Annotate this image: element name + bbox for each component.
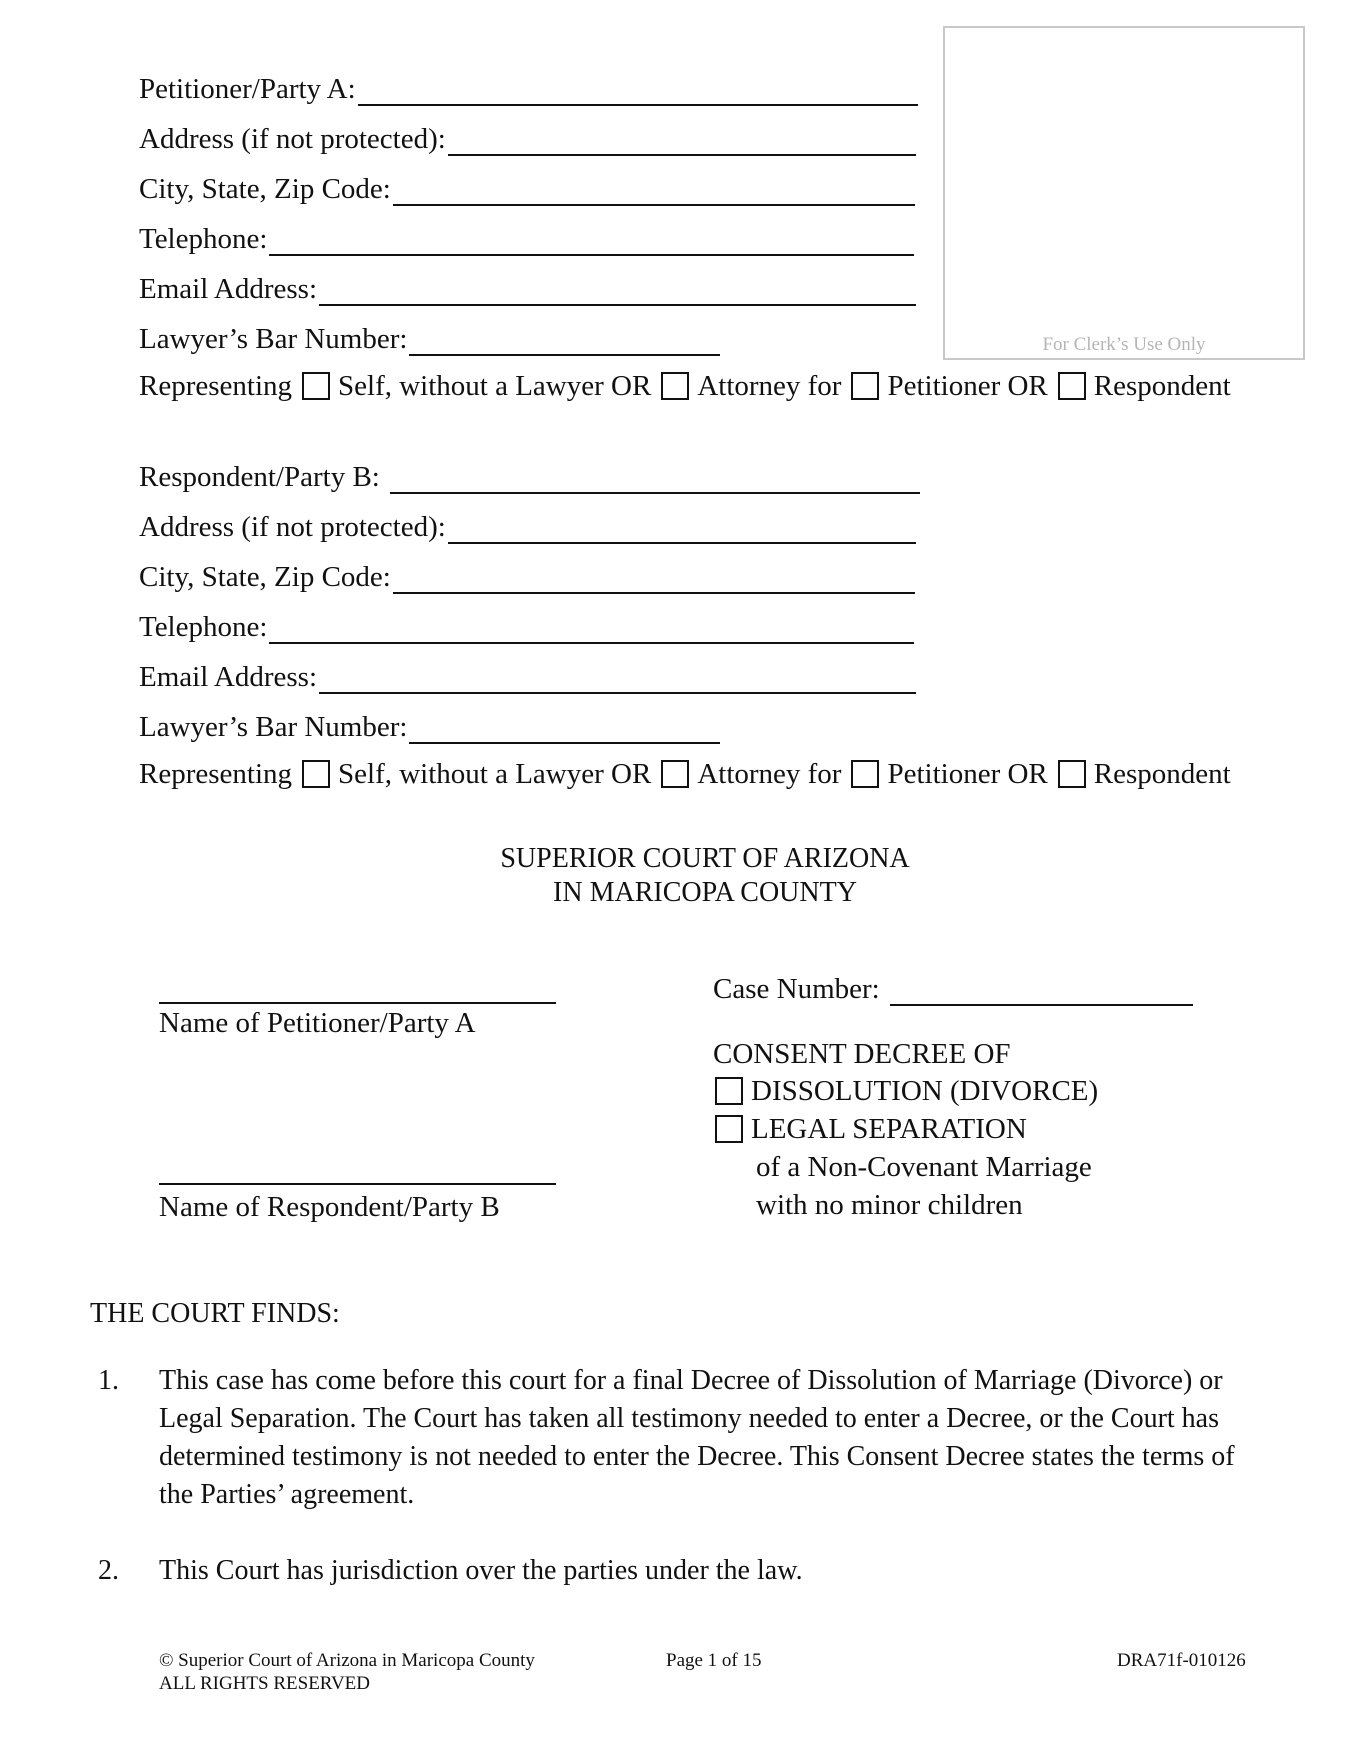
party-b-petitioner-checkbox[interactable] xyxy=(851,760,879,788)
party-a-city-label: City, State, Zip Code: xyxy=(139,173,391,205)
party-a-petitioner-label: Petitioner OR xyxy=(887,369,1048,402)
case-number-field[interactable] xyxy=(890,978,1193,1006)
dissolution-label: DISSOLUTION (DIVORCE) xyxy=(751,1074,1099,1107)
separation-option-row xyxy=(713,1111,1027,1147)
petitioner-name-label: Name of Petitioner/Party A xyxy=(159,1007,476,1039)
finding-1-line: the Parties’ agreement. xyxy=(159,1479,415,1510)
dissolution-option-row xyxy=(713,1073,1098,1109)
party-b-email-field[interactable] xyxy=(319,666,916,694)
decree-title: CONSENT DECREE OF xyxy=(713,1038,1011,1070)
finding-1-line: This case has come before this court for a final Decree of Dissolution of Marriage (Divorce) or xyxy=(159,1365,1223,1396)
party-b-address-label: Address (if not protected): xyxy=(139,511,446,543)
party-a-telephone-row xyxy=(139,220,914,256)
party-a-telephone-field[interactable] xyxy=(269,228,914,256)
party-b-city-label: City, State, Zip Code: xyxy=(139,561,391,593)
party-b-respondent-label: Respondent xyxy=(1093,757,1231,790)
case-number-label: Case Number: xyxy=(713,973,880,1005)
party-a-city-field[interactable] xyxy=(393,178,915,206)
party-a-email-row xyxy=(139,270,916,306)
party-a-self-label: Self, without a Lawyer OR xyxy=(338,369,652,402)
party-b-attorney-checkbox[interactable] xyxy=(661,760,689,788)
party-b-address-field[interactable] xyxy=(448,516,916,544)
footer-page-number: Page 1 of 15 xyxy=(666,1650,762,1671)
findings-heading: THE COURT FINDS: xyxy=(90,1298,340,1329)
finding-2-text xyxy=(159,1552,803,1590)
party-a-representing-row xyxy=(139,368,1231,404)
finding-1-number: 1. xyxy=(98,1365,119,1396)
party-a-respondent-checkbox[interactable] xyxy=(1058,372,1086,400)
party-b-telephone-row xyxy=(139,608,914,644)
footer-copyright-line1: © Superior Court of Arizona in Maricopa County xyxy=(159,1650,535,1671)
party-a-attorney-label: Attorney for xyxy=(697,369,842,402)
finding-1-line: Legal Separation. The Court has taken all testimony needed to enter a Decree, or the Court has xyxy=(159,1403,1220,1434)
party-a-name-row xyxy=(139,70,918,106)
party-b-representing-row xyxy=(139,756,1231,792)
party-b-address-row xyxy=(139,508,916,544)
finding-1-text xyxy=(159,1362,1235,1514)
party-b-name-label: Respondent/Party B: xyxy=(139,461,380,493)
party-a-bar-label: Lawyer’s Bar Number: xyxy=(139,323,408,355)
party-a-self-checkbox[interactable] xyxy=(302,372,330,400)
court-name-line1: SUPERIOR COURT OF ARIZONA xyxy=(500,843,910,874)
clerk-use-box xyxy=(943,26,1305,360)
petitioner-name-line[interactable] xyxy=(159,1002,556,1004)
party-a-name-label: Petitioner/Party A: xyxy=(139,73,356,105)
respondent-name-label: Name of Respondent/Party B xyxy=(159,1191,500,1223)
party-b-bar-row xyxy=(139,708,720,744)
party-a-respondent-label: Respondent xyxy=(1093,369,1231,402)
court-name-line2: IN MARICOPA COUNTY xyxy=(553,877,857,908)
party-b-petitioner-label: Petitioner OR xyxy=(887,757,1048,790)
party-b-representing-label: Representing xyxy=(139,757,293,790)
party-b-name-row xyxy=(139,458,920,494)
party-b-bar-field[interactable] xyxy=(409,716,720,744)
party-a-address-row xyxy=(139,120,916,156)
footer-copyright-line2: ALL RIGHTS RESERVED xyxy=(159,1673,370,1694)
party-a-address-label: Address (if not protected): xyxy=(139,123,446,155)
party-b-respondent-checkbox[interactable] xyxy=(1058,760,1086,788)
finding-2-line: This Court has jurisdiction over the parties under the law. xyxy=(159,1555,803,1586)
finding-2-number: 2. xyxy=(98,1555,119,1586)
clerk-use-label: For Clerk’s Use Only xyxy=(1042,334,1206,355)
footer-copyright xyxy=(159,1649,535,1695)
party-a-petitioner-checkbox[interactable] xyxy=(851,372,879,400)
party-b-self-label: Self, without a Lawyer OR xyxy=(338,757,652,790)
separation-label: LEGAL SEPARATION xyxy=(751,1112,1027,1145)
decree-subtitle1: of a Non-Covenant Marriage xyxy=(756,1151,1092,1183)
party-a-telephone-label: Telephone: xyxy=(139,223,268,255)
finding-1-line: determined testimony is not needed to enter the Decree. This Consent Decree states the terms of xyxy=(159,1441,1235,1472)
party-b-email-row xyxy=(139,658,916,694)
party-b-attorney-label: Attorney for xyxy=(697,757,842,790)
party-b-email-label: Email Address: xyxy=(139,661,318,693)
party-b-telephone-field[interactable] xyxy=(269,616,914,644)
party-b-city-row xyxy=(139,558,915,594)
party-a-email-field[interactable] xyxy=(319,278,916,306)
party-b-city-field[interactable] xyxy=(393,566,915,594)
party-a-name-field[interactable] xyxy=(358,78,918,106)
party-a-bar-row xyxy=(139,320,720,356)
case-number-row xyxy=(713,970,1193,1006)
separation-checkbox[interactable] xyxy=(715,1115,743,1143)
party-a-representing-label: Representing xyxy=(139,369,293,402)
party-a-email-label: Email Address: xyxy=(139,273,318,305)
party-b-name-field[interactable] xyxy=(390,466,920,494)
party-b-bar-label: Lawyer’s Bar Number: xyxy=(139,711,408,743)
dissolution-checkbox[interactable] xyxy=(715,1077,743,1105)
party-b-telephone-label: Telephone: xyxy=(139,611,268,643)
party-a-address-field[interactable] xyxy=(448,128,916,156)
party-a-bar-field[interactable] xyxy=(409,328,720,356)
decree-subtitle2: with no minor children xyxy=(756,1189,1023,1221)
party-b-self-checkbox[interactable] xyxy=(302,760,330,788)
footer-form-code: DRA71f-010126 xyxy=(1117,1650,1246,1671)
party-a-city-row xyxy=(139,170,915,206)
party-a-attorney-checkbox[interactable] xyxy=(661,372,689,400)
respondent-name-line[interactable] xyxy=(159,1183,556,1185)
